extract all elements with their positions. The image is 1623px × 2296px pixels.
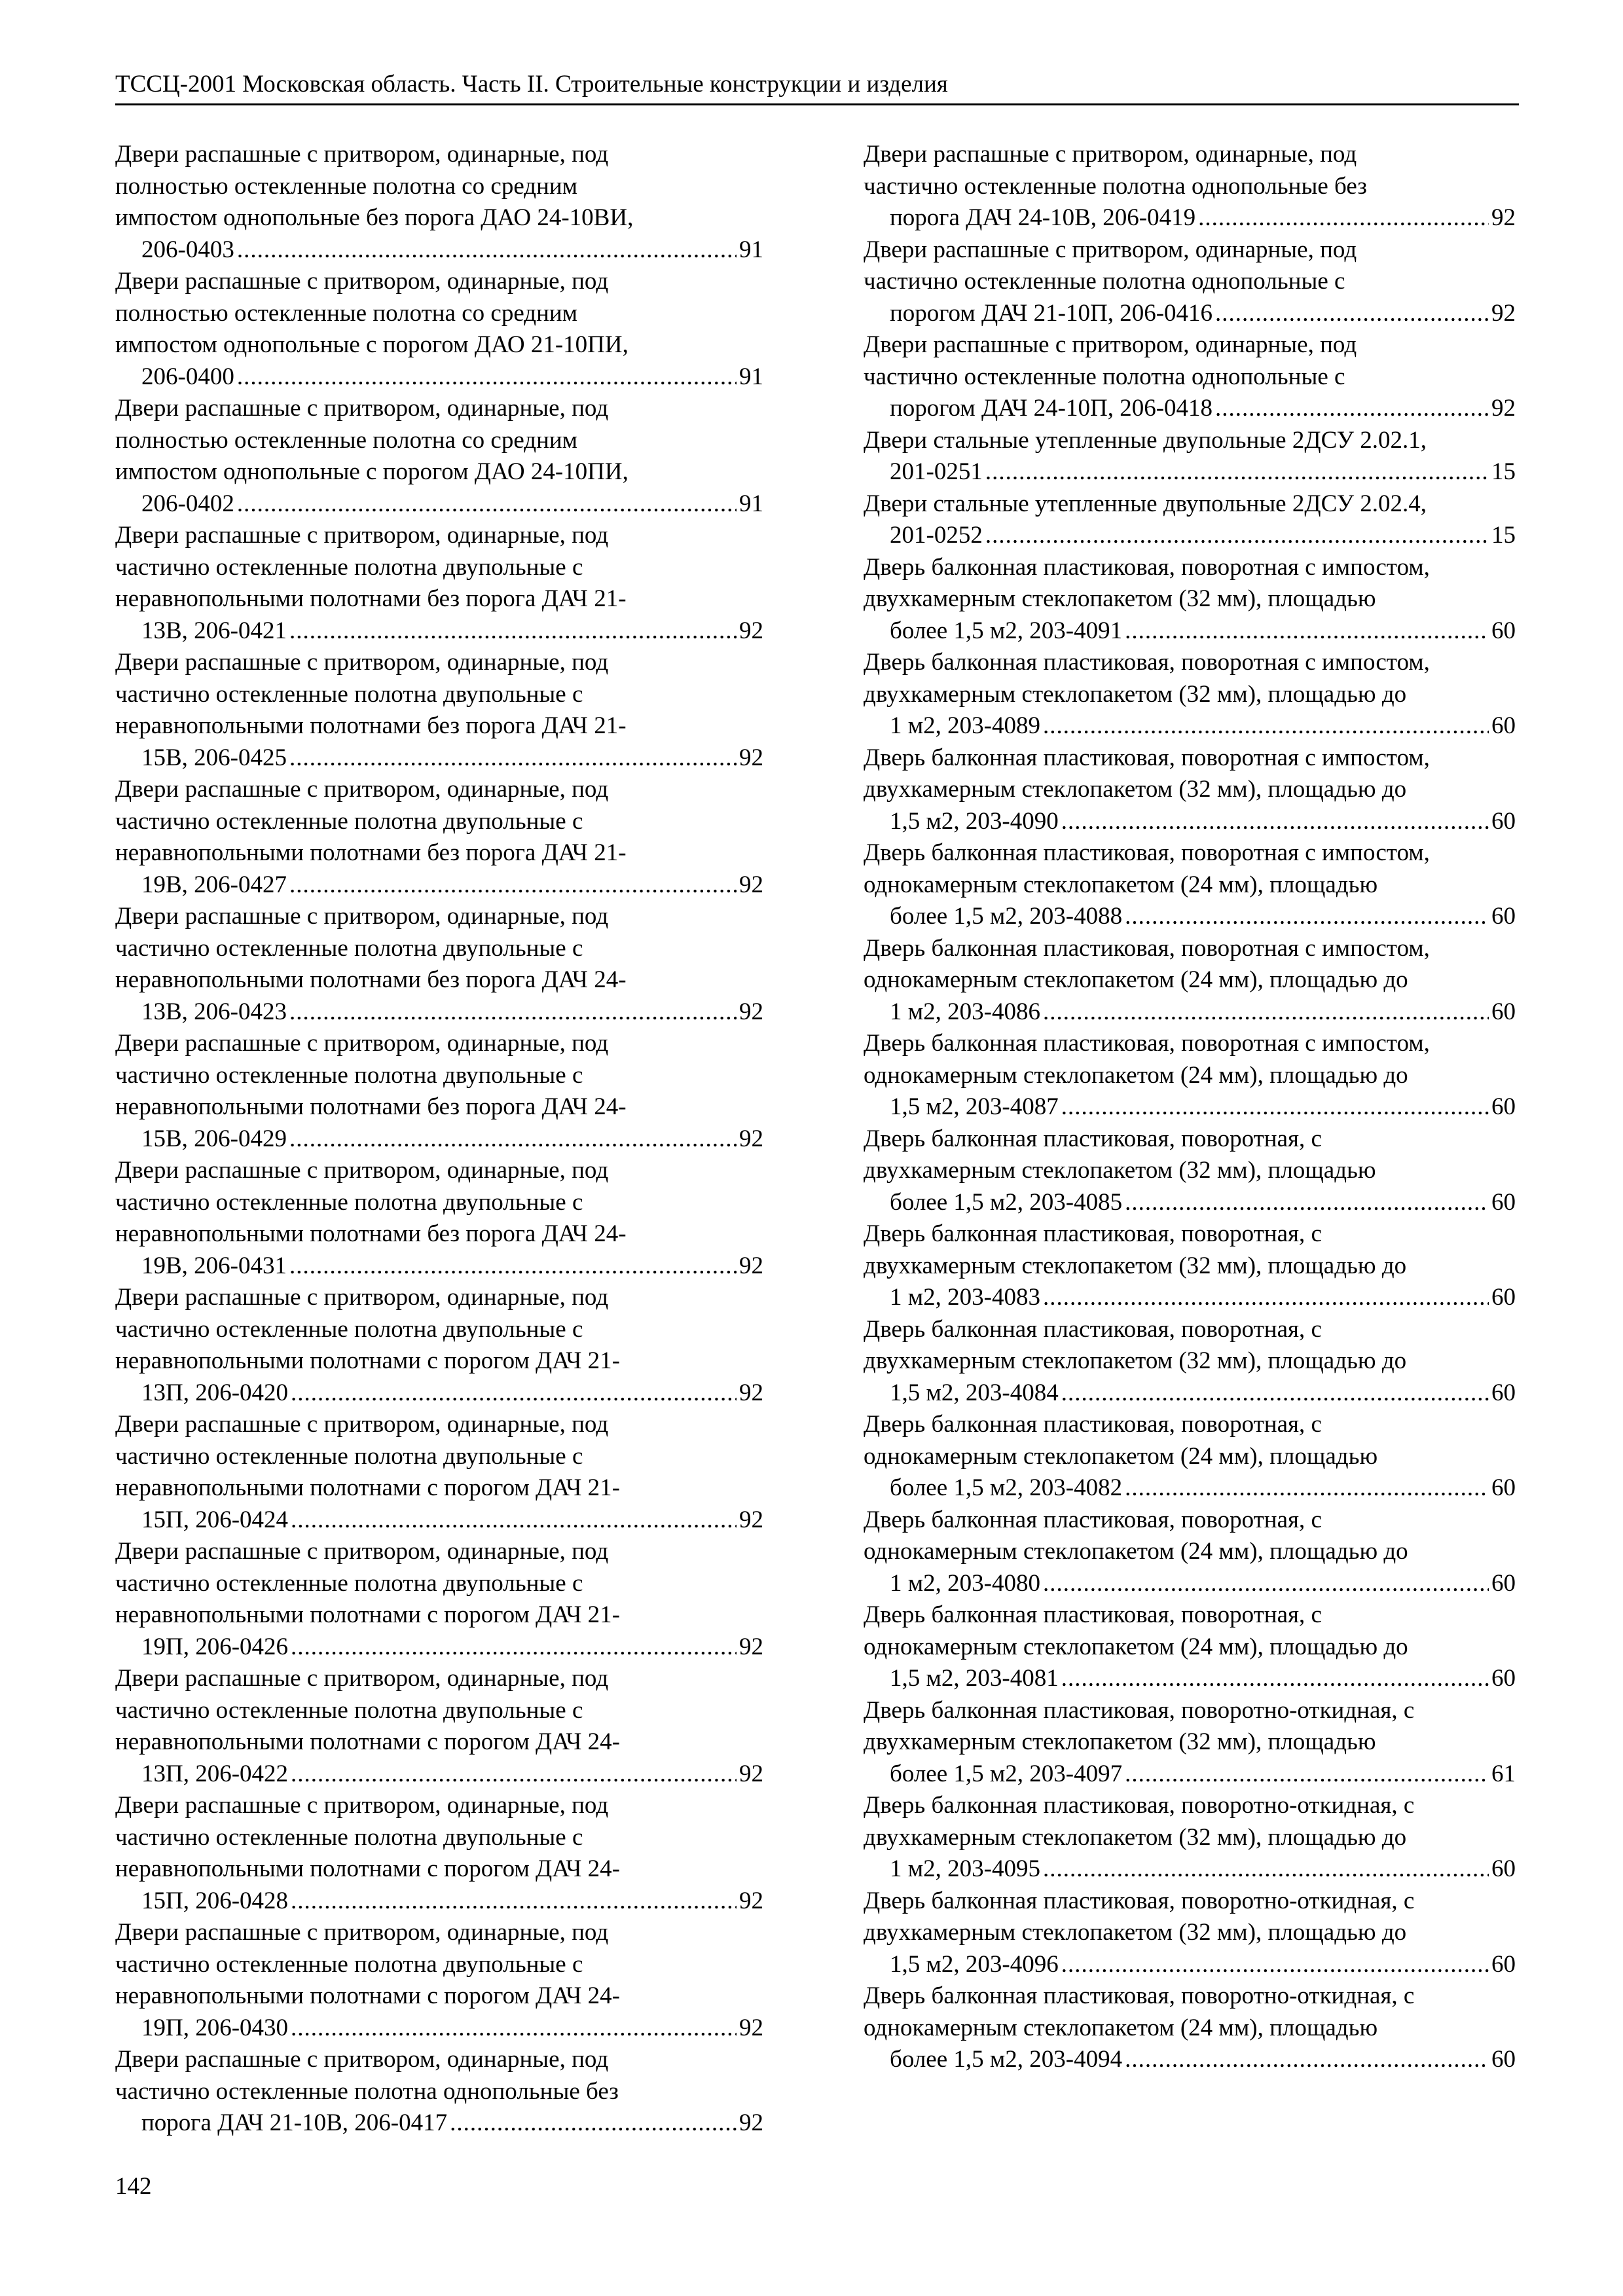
entry-last-line bbox=[141, 361, 763, 393]
entry-page-ref: 92 bbox=[739, 744, 763, 771]
entry-page-ref: 60 bbox=[1491, 903, 1516, 930]
entry-line: более 1,5 м2, 203-4097 bbox=[890, 1760, 1123, 1787]
entry-page-ref: 60 bbox=[1491, 1379, 1516, 1406]
entry-line: частично остекленные полотна двупольные с bbox=[115, 1569, 583, 1597]
entry-page-ref: 92 bbox=[739, 871, 763, 898]
entry-line: Дверь балконная пластиковая, поворотная, с bbox=[864, 1220, 1322, 1247]
index-entry bbox=[115, 774, 763, 901]
entry-line: Двери распашные с притвором, одинарные, под bbox=[864, 236, 1357, 263]
dot-leader bbox=[1215, 298, 1489, 330]
index-entry bbox=[115, 1917, 763, 2044]
entry-line: двухкамерным стеклопакетом (32 мм), площадью до bbox=[864, 680, 1407, 708]
entry-line: двухкамерным стеклопакетом (32 мм), площадью до bbox=[864, 1919, 1407, 1946]
entry-line: частично остекленные полотна однопольные без bbox=[864, 172, 1367, 200]
entry-line: более 1,5 м2, 203-4085 bbox=[890, 1188, 1123, 1216]
entry-last-line bbox=[141, 1123, 763, 1156]
index-entry bbox=[864, 488, 1516, 552]
dot-leader bbox=[1061, 1949, 1489, 1981]
entry-line: однокамерным стеклопакетом (24 мм), площадью до bbox=[864, 1061, 1408, 1089]
index-entry bbox=[115, 901, 763, 1028]
entry-line: Дверь балконная пластиковая, поворотная с импостом, bbox=[864, 839, 1430, 866]
entry-last-line bbox=[890, 996, 1516, 1029]
entry-line: Двери распашные с притвором, одинарные, под bbox=[115, 1030, 609, 1057]
entry-line: неравнопольными полотнами без порога ДАЧ 21- bbox=[115, 712, 627, 739]
index-entry bbox=[864, 1314, 1516, 1410]
dot-leader bbox=[1125, 1758, 1489, 1791]
index-entry bbox=[115, 1536, 763, 1663]
dot-leader bbox=[1125, 1472, 1489, 1504]
index-entry bbox=[864, 742, 1516, 838]
index-entry bbox=[115, 1282, 763, 1409]
entry-line: Дверь балконная пластиковая, поворотная, с bbox=[864, 1315, 1322, 1343]
dot-leader bbox=[1125, 2044, 1489, 2076]
index-entry bbox=[115, 1028, 763, 1155]
entry-line: Дверь балконная пластиковая, поворотная, с bbox=[864, 1601, 1322, 1628]
entry-line: неравнопольными полотнами с порогом ДАЧ 24- bbox=[115, 1982, 620, 2009]
entry-line: Дверь балконная пластиковая, поворотно-откидная, с bbox=[864, 1696, 1415, 1724]
index-entry bbox=[115, 393, 763, 520]
entry-line: частично остекленные полотна однопольные с bbox=[864, 268, 1345, 295]
entry-line: 15В, 206-0429 bbox=[141, 1125, 287, 1152]
entry-last-line bbox=[890, 1472, 1516, 1504]
entry-line: Двери распашные с притвором, одинарные, под bbox=[115, 1792, 609, 1819]
entry-line: двухкамерным стеклопакетом (32 мм), площадью до bbox=[864, 776, 1407, 803]
entry-line: полностью остекленные полотна со средним bbox=[115, 426, 578, 454]
dot-leader bbox=[985, 520, 1489, 552]
entry-page-ref: 92 bbox=[739, 1125, 763, 1152]
entry-line: 13П, 206-0420 bbox=[141, 1379, 289, 1406]
entry-line: Двери распашные с притвором, одинарные, под bbox=[115, 1157, 609, 1184]
entry-line: 206-0403 bbox=[141, 236, 234, 263]
entry-line: 1,5 м2, 203-4081 bbox=[890, 1665, 1059, 1692]
dot-leader bbox=[1043, 996, 1489, 1029]
index-column-left bbox=[115, 139, 763, 2140]
entry-line: двухкамерным стеклопакетом (32 мм), площадью до bbox=[864, 1823, 1407, 1851]
dot-leader bbox=[289, 615, 737, 647]
index-column-right bbox=[864, 139, 1516, 2076]
dot-leader bbox=[1215, 393, 1489, 425]
entry-last-line bbox=[890, 1758, 1516, 1791]
entry-last-line bbox=[890, 1663, 1516, 1695]
entry-page-ref: 60 bbox=[1491, 1093, 1516, 1120]
dot-leader bbox=[1043, 1282, 1489, 1314]
entry-line: Двери распашные с притвором, одинарные, под bbox=[115, 268, 609, 295]
entry-line: Двери распашные с притвором, одинарные, под bbox=[115, 903, 609, 930]
entry-page-ref: 92 bbox=[739, 998, 763, 1025]
entry-last-line bbox=[890, 1282, 1516, 1314]
entry-line: Двери распашные с притвором, одинарные, под bbox=[115, 1284, 609, 1311]
entry-line: Дверь балконная пластиковая, поворотная с импостом, bbox=[864, 1030, 1430, 1057]
entry-line: Двери распашные с притвором, одинарные, под bbox=[115, 522, 609, 549]
entry-line: частично остекленные полотна двупольные с bbox=[115, 553, 583, 581]
entry-line: 19П, 206-0426 bbox=[141, 1633, 289, 1660]
index-entry bbox=[864, 1599, 1516, 1695]
entry-line: однокамерным стеклопакетом (24 мм), площадью до bbox=[864, 1633, 1408, 1660]
entry-last-line bbox=[890, 1853, 1516, 1886]
entry-line: 1,5 м2, 203-4096 bbox=[890, 1950, 1059, 1978]
entry-page-ref: 92 bbox=[739, 1506, 763, 1533]
entry-last-line bbox=[890, 520, 1516, 552]
index-entry bbox=[864, 234, 1516, 330]
index-entry bbox=[864, 1695, 1516, 1791]
index-entry bbox=[864, 647, 1516, 742]
dot-leader bbox=[1061, 1377, 1489, 1410]
entry-page-ref: 60 bbox=[1491, 712, 1516, 739]
entry-line: двухкамерным стеклопакетом (32 мм), площадью bbox=[864, 585, 1376, 612]
entry-line: двухкамерным стеклопакетом (32 мм), площадью до bbox=[864, 1252, 1407, 1279]
entry-line: 13В, 206-0421 bbox=[141, 617, 287, 644]
entry-line: однокамерным стеклопакетом (24 мм), площадью bbox=[864, 2014, 1378, 2041]
entry-line: 1 м2, 203-4089 bbox=[890, 712, 1040, 739]
entry-page-ref: 92 bbox=[1491, 204, 1516, 231]
entry-line: частично остекленные полотна двупольные с bbox=[115, 1061, 583, 1089]
entry-line: Дверь балконная пластиковая, поворотная с импостом, bbox=[864, 744, 1430, 771]
entry-line: неравнопольными полотнами без порога ДАЧ 24- bbox=[115, 1220, 627, 1247]
entry-line: частично остекленные полотна двупольные с bbox=[115, 807, 583, 835]
entry-line: частично остекленные полотна двупольные с bbox=[115, 1442, 583, 1470]
dot-leader bbox=[1061, 806, 1489, 838]
entry-line: Двери распашные с притвором, одинарные, под bbox=[115, 395, 609, 422]
dot-leader bbox=[291, 1504, 737, 1537]
entry-line: Дверь балконная пластиковая, поворотно-откидная, с bbox=[864, 1887, 1415, 1914]
entry-line: частично остекленные полотна двупольные с bbox=[115, 680, 583, 708]
dot-leader bbox=[289, 1250, 737, 1283]
dot-leader bbox=[1125, 615, 1489, 647]
index-entry bbox=[864, 1790, 1516, 1886]
entry-line: Двери распашные с притвором, одинарные, под bbox=[864, 331, 1357, 358]
entry-page-ref: 60 bbox=[1491, 998, 1516, 1025]
index-entry bbox=[864, 329, 1516, 425]
entry-line: Двери распашные с притвором, одинарные, под bbox=[115, 1538, 609, 1565]
entry-line: частично остекленные полотна однопольные без bbox=[115, 2077, 619, 2105]
entry-line: однокамерным стеклопакетом (24 мм), площадью bbox=[864, 1442, 1378, 1470]
entry-page-ref: 60 bbox=[1491, 1950, 1516, 1978]
entry-line: неравнопольными полотнами без порога ДАЧ 24- bbox=[115, 1093, 627, 1120]
entry-line: 201-0252 bbox=[890, 522, 983, 549]
index-entry bbox=[864, 933, 1516, 1029]
entry-line: частично остекленные полотна двупольные с bbox=[115, 934, 583, 962]
dot-leader bbox=[291, 1758, 737, 1791]
entry-line: Двери распашные с притвором, одинарные, под bbox=[115, 2046, 609, 2073]
entry-line: Двери распашные с притвором, одинарные, под bbox=[115, 141, 609, 168]
entry-line: неравнопольными полотнами с порогом ДАЧ 24- bbox=[115, 1728, 620, 1755]
entry-page-ref: 15 bbox=[1491, 522, 1516, 549]
entry-last-line bbox=[141, 1758, 763, 1791]
entry-page-ref: 92 bbox=[739, 1760, 763, 1787]
entry-page-ref: 92 bbox=[1491, 299, 1516, 327]
entry-line: неравнопольными полотнами с порогом ДАЧ 21- bbox=[115, 1347, 620, 1374]
entry-last-line bbox=[141, 234, 763, 266]
entry-page-ref: 92 bbox=[739, 617, 763, 644]
entry-last-line bbox=[141, 2107, 763, 2140]
dot-leader bbox=[291, 1377, 737, 1410]
entry-last-line bbox=[141, 996, 763, 1029]
entry-line: 1,5 м2, 203-4090 bbox=[890, 807, 1059, 835]
entry-line: неравнопольными полотнами без порога ДАЧ 21- bbox=[115, 839, 627, 866]
entry-line: 1 м2, 203-4080 bbox=[890, 1569, 1040, 1597]
entry-page-ref: 60 bbox=[1491, 1188, 1516, 1216]
entry-last-line bbox=[890, 1187, 1516, 1219]
entry-last-line bbox=[141, 1631, 763, 1664]
index-entry bbox=[115, 1663, 763, 1790]
entry-line: более 1,5 м2, 203-4094 bbox=[890, 2046, 1123, 2073]
entry-line: порогом ДАЧ 24-10П, 206-0418 bbox=[890, 395, 1213, 422]
entry-last-line bbox=[890, 901, 1516, 933]
entry-line: Двери распашные с притвором, одинарные, под bbox=[115, 1919, 609, 1946]
entry-line: Двери распашные с притвором, одинарные, под bbox=[115, 776, 609, 803]
index-entry bbox=[864, 425, 1516, 488]
entry-line: порога ДАЧ 21-10В, 206-0417 bbox=[141, 2109, 448, 2136]
entry-line: полностью остекленные полотна со средним bbox=[115, 299, 578, 327]
entry-page-ref: 92 bbox=[739, 1633, 763, 1660]
entry-line: порогом ДАЧ 21-10П, 206-0416 bbox=[890, 299, 1213, 327]
entry-line: 19В, 206-0427 bbox=[141, 871, 287, 898]
entry-last-line bbox=[890, 202, 1516, 234]
dot-leader bbox=[450, 2107, 737, 2140]
entry-line: двухкамерным стеклопакетом (32 мм), площадью до bbox=[864, 1347, 1407, 1374]
dot-leader bbox=[291, 2013, 737, 2045]
index-entry bbox=[864, 1886, 1516, 1981]
entry-line: неравнопольными полотнами без порога ДАЧ 24- bbox=[115, 966, 627, 993]
entry-line: частично остекленные полотна двупольные с bbox=[115, 1696, 583, 1724]
entry-page-ref: 60 bbox=[1491, 807, 1516, 835]
page-number: 142 bbox=[115, 2173, 152, 2200]
entry-last-line bbox=[890, 2044, 1516, 2076]
entry-line: 13В, 206-0423 bbox=[141, 998, 287, 1025]
entry-line: частично остекленные полотна двупольные с bbox=[115, 1315, 583, 1343]
entry-line: 1,5 м2, 203-4084 bbox=[890, 1379, 1059, 1406]
index-entry bbox=[864, 1504, 1516, 1600]
dot-leader bbox=[289, 1123, 737, 1156]
index-entry bbox=[115, 520, 763, 647]
entry-page-ref: 92 bbox=[1491, 395, 1516, 422]
entry-line: Дверь балконная пластиковая, поворотная с импостом, bbox=[864, 553, 1430, 581]
entry-page-ref: 61 bbox=[1491, 1760, 1516, 1787]
dot-leader bbox=[1061, 1663, 1489, 1695]
dot-leader bbox=[237, 361, 737, 393]
dot-leader bbox=[1043, 710, 1489, 742]
entry-line: частично остекленные полотна двупольные с bbox=[115, 1188, 583, 1216]
entry-line: 13П, 206-0422 bbox=[141, 1760, 289, 1787]
entry-page-ref: 91 bbox=[739, 363, 763, 390]
entry-last-line bbox=[141, 869, 763, 902]
running-header: ТССЦ-2001 Московская область. Часть II. Строительные конструкции и изделия bbox=[115, 68, 1519, 105]
entry-line: 15В, 206-0425 bbox=[141, 744, 287, 771]
dot-leader bbox=[1198, 202, 1489, 234]
index-entry bbox=[115, 1790, 763, 1917]
entry-page-ref: 92 bbox=[739, 2109, 763, 2136]
entry-line: 201-0251 bbox=[890, 458, 983, 485]
entry-line: Дверь балконная пластиковая, поворотно-откидная, с bbox=[864, 1792, 1415, 1819]
entry-page-ref: 60 bbox=[1491, 1569, 1516, 1597]
dot-leader bbox=[1125, 901, 1489, 933]
index-entry bbox=[864, 139, 1516, 234]
entry-line: 1,5 м2, 203-4087 bbox=[890, 1093, 1059, 1120]
entry-line: импостом однопольные с порогом ДАО 24-10ПИ, bbox=[115, 458, 629, 485]
entry-line: неравнопольными полотнами с порогом ДАЧ 24- bbox=[115, 1855, 620, 1882]
entry-page-ref: 92 bbox=[739, 1252, 763, 1279]
entry-last-line bbox=[141, 488, 763, 520]
entry-line: Дверь балконная пластиковая, поворотная с импостом, bbox=[864, 934, 1430, 962]
index-entry bbox=[864, 552, 1516, 647]
entry-line: 19В, 206-0431 bbox=[141, 1252, 287, 1279]
entry-page-ref: 92 bbox=[739, 1887, 763, 1914]
entry-last-line bbox=[141, 615, 763, 647]
entry-line: 19П, 206-0430 bbox=[141, 2014, 289, 2041]
entry-line: 206-0400 bbox=[141, 363, 234, 390]
entry-line: 1 м2, 203-4083 bbox=[890, 1284, 1040, 1311]
entry-last-line bbox=[141, 2013, 763, 2045]
entry-last-line bbox=[890, 393, 1516, 425]
entry-page-ref: 15 bbox=[1491, 458, 1516, 485]
dot-leader bbox=[1043, 1853, 1489, 1886]
index-entry bbox=[864, 1218, 1516, 1314]
entry-last-line bbox=[141, 1886, 763, 1918]
entry-line: однокамерным стеклопакетом (24 мм), площадью до bbox=[864, 1538, 1408, 1565]
entry-line: 15П, 206-0424 bbox=[141, 1506, 289, 1533]
entry-line: частично остекленные полотна однопольные с bbox=[864, 363, 1345, 390]
entry-last-line bbox=[890, 298, 1516, 330]
dot-leader bbox=[1125, 1187, 1489, 1219]
dot-leader bbox=[237, 234, 737, 266]
entry-last-line bbox=[141, 1377, 763, 1410]
entry-last-line bbox=[141, 742, 763, 774]
entry-line: импостом однопольные с порогом ДАО 21-10ПИ, bbox=[115, 331, 629, 358]
dot-leader bbox=[289, 742, 737, 774]
entry-line: однокамерным стеклопакетом (24 мм), площадью до bbox=[864, 966, 1408, 993]
entry-line: 206-0402 bbox=[141, 490, 234, 517]
entry-line: более 1,5 м2, 203-4082 bbox=[890, 1474, 1123, 1501]
dot-leader bbox=[985, 456, 1489, 488]
entry-last-line bbox=[890, 806, 1516, 838]
entry-page-ref: 92 bbox=[739, 1379, 763, 1406]
entry-line: 1 м2, 203-4086 bbox=[890, 998, 1040, 1025]
index-entry bbox=[115, 266, 763, 393]
entry-line: полностью остекленные полотна со средним bbox=[115, 172, 578, 200]
dot-leader bbox=[289, 869, 737, 902]
entry-line: частично остекленные полотна двупольные с bbox=[115, 1950, 583, 1978]
entry-last-line bbox=[890, 615, 1516, 647]
entry-line: Дверь балконная пластиковая, поворотная, с bbox=[864, 1506, 1322, 1533]
entry-line: Двери распашные с притвором, одинарные, под bbox=[115, 1665, 609, 1692]
entry-page-ref: 60 bbox=[1491, 1474, 1516, 1501]
entry-last-line bbox=[141, 1504, 763, 1537]
entry-last-line bbox=[890, 1568, 1516, 1600]
entry-page-ref: 92 bbox=[739, 2014, 763, 2041]
entry-last-line bbox=[890, 1949, 1516, 1981]
entry-line: Двери распашные с притвором, одинарные, под bbox=[115, 1411, 609, 1438]
dot-leader bbox=[1043, 1568, 1489, 1600]
entry-line: однокамерным стеклопакетом (24 мм), площадью bbox=[864, 871, 1378, 898]
entry-line: Дверь балконная пластиковая, поворотная с импостом, bbox=[864, 649, 1430, 676]
entry-line: Дверь балконная пластиковая, поворотная, с bbox=[864, 1411, 1322, 1438]
entry-line: Двери распашные с притвором, одинарные, под bbox=[864, 141, 1357, 168]
dot-leader bbox=[289, 996, 737, 1029]
index-entry bbox=[115, 1155, 763, 1282]
entry-page-ref: 91 bbox=[739, 490, 763, 517]
entry-line: более 1,5 м2, 203-4088 bbox=[890, 903, 1123, 930]
dot-leader bbox=[291, 1886, 737, 1918]
index-entry bbox=[864, 1409, 1516, 1504]
entry-line: Двери стальные утепленные двупольные 2ДСУ 2.02.1, bbox=[864, 426, 1427, 454]
entry-line: Дверь балконная пластиковая, поворотная, с bbox=[864, 1125, 1322, 1152]
index-entry bbox=[864, 1028, 1516, 1123]
entry-page-ref: 60 bbox=[1491, 1855, 1516, 1882]
dot-leader bbox=[237, 488, 737, 520]
entry-line: двухкамерным стеклопакетом (32 мм), площадью bbox=[864, 1728, 1376, 1755]
entry-line: частично остекленные полотна двупольные с bbox=[115, 1823, 583, 1851]
entry-last-line bbox=[890, 456, 1516, 488]
entry-line: порога ДАЧ 24-10В, 206-0419 bbox=[890, 204, 1196, 231]
index-entry bbox=[864, 837, 1516, 933]
entry-last-line bbox=[890, 1091, 1516, 1123]
entry-line: двухкамерным стеклопакетом (32 мм), площадью bbox=[864, 1157, 1376, 1184]
entry-page-ref: 60 bbox=[1491, 617, 1516, 644]
entry-line: 15П, 206-0428 bbox=[141, 1887, 289, 1914]
index-entry bbox=[864, 1123, 1516, 1219]
index-entry bbox=[864, 1980, 1516, 2076]
entry-line: неравнопольными полотнами без порога ДАЧ 21- bbox=[115, 585, 627, 612]
entry-page-ref: 91 bbox=[739, 236, 763, 263]
entry-last-line bbox=[890, 1377, 1516, 1410]
entry-line: Двери стальные утепленные двупольные 2ДСУ 2.02.4, bbox=[864, 490, 1427, 517]
entry-last-line bbox=[890, 710, 1516, 742]
entry-line: Двери распашные с притвором, одинарные, под bbox=[115, 649, 609, 676]
entry-last-line bbox=[141, 1250, 763, 1283]
index-entry bbox=[115, 647, 763, 774]
entry-line: импостом однопольные без порога ДАО 24-10ВИ, bbox=[115, 204, 634, 231]
entry-line: Дверь балконная пластиковая, поворотно-откидная, с bbox=[864, 1982, 1415, 2009]
entry-page-ref: 60 bbox=[1491, 1665, 1516, 1692]
index-entry bbox=[115, 139, 763, 266]
entry-line: неравнопольными полотнами с порогом ДАЧ 21- bbox=[115, 1474, 620, 1501]
entry-line: неравнопольными полотнами с порогом ДАЧ 21- bbox=[115, 1601, 620, 1628]
index-entry bbox=[115, 1409, 763, 1536]
entry-line: более 1,5 м2, 203-4091 bbox=[890, 617, 1123, 644]
dot-leader bbox=[1061, 1091, 1489, 1123]
entry-page-ref: 60 bbox=[1491, 2046, 1516, 2073]
dot-leader bbox=[291, 1631, 737, 1664]
entry-page-ref: 60 bbox=[1491, 1284, 1516, 1311]
entry-line: 1 м2, 203-4095 bbox=[890, 1855, 1040, 1882]
index-entry bbox=[115, 2044, 763, 2140]
